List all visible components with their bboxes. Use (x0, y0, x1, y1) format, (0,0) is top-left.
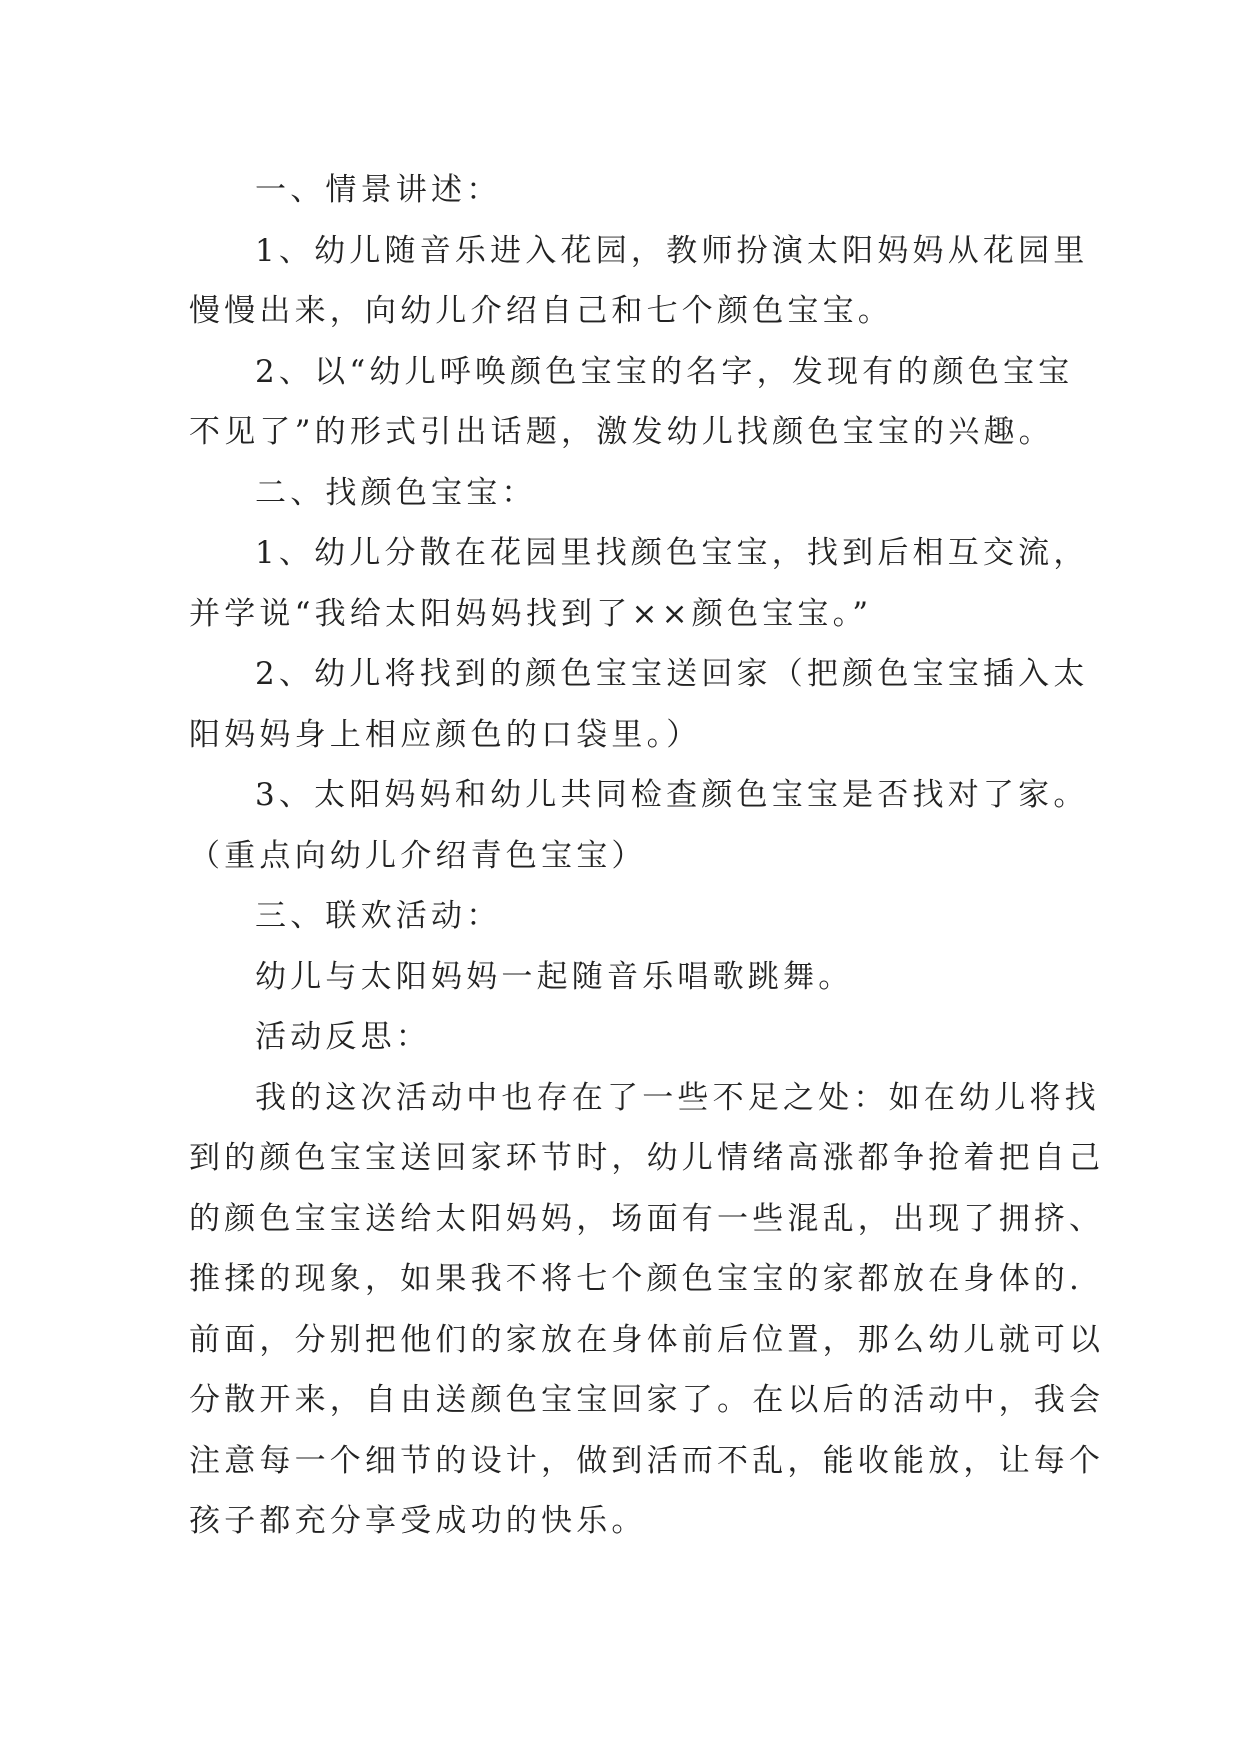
body-line: 1、幼儿分散在花园里找颜色宝宝，找到后相互交流， (255, 535, 1089, 571)
body-line: 并学说“我给太阳妈妈找到了××颜色宝宝。” (189, 595, 873, 632)
body-line: 我的这次活动中也存在了一些不足之处：如在幼儿将找 (255, 1079, 1100, 1116)
body-line: 分散开来，自由送颜色宝宝回家了。在以后的活动中，我会 (189, 1382, 1105, 1418)
body-line: 2、以“幼儿呼唤颜色宝宝的名字，发现有的颜色宝宝 (255, 353, 1074, 390)
body-line: 推揉的现象，如果我不将七个颜色宝宝的家都放在身体的. (189, 1261, 1084, 1297)
body-line: 孩子都充分享受成功的快乐。 (189, 1503, 647, 1539)
body-line: 3、太阳妈妈和幼儿共同检查颜色宝宝是否找对了家。 (255, 777, 1089, 813)
body-line: 的颜色宝宝送给太阳妈妈，场面有一些混乱，出现了拥挤、 (189, 1200, 1105, 1237)
body-line: 慢慢出来，向幼儿介绍自己和七个颜色宝宝。 (189, 293, 893, 329)
body-line: 不见了”的形式引出话题，激发幼儿找颜色宝宝的兴趣。 (189, 414, 1054, 450)
body-line: 前面，分别把他们的家放在身体前后位置，那么幼儿就可以 (189, 1321, 1105, 1358)
body-line: 到的颜色宝宝送回家环节时，幼儿情绪高涨都争抢着把自己 (189, 1140, 1105, 1176)
body-line: 注意每一个细节的设计，做到活而不乱，能收能放，让每个 (189, 1442, 1105, 1479)
document-body (189, 160, 1105, 1552)
section-heading-scenario: 一、情景讲述： (255, 172, 502, 208)
body-line: 1、幼儿随音乐进入花园，教师扮演太阳妈妈从花园里 (255, 232, 1089, 269)
section-heading-reflection: 活动反思： (255, 1019, 431, 1055)
body-line: 幼儿与太阳妈妈一起随音乐唱歌跳舞。 (255, 958, 854, 995)
section-heading-party: 三、联欢活动： (255, 898, 502, 934)
body-line: 2、幼儿将找到的颜色宝宝送回家（把颜色宝宝插入太 (255, 656, 1089, 692)
section-heading-find-colors: 二、找颜色宝宝： (255, 474, 537, 511)
body-line: （重点向幼儿介绍青色宝宝） (189, 837, 647, 874)
body-line: 阳妈妈身上相应颜色的口袋里。） (189, 716, 702, 753)
